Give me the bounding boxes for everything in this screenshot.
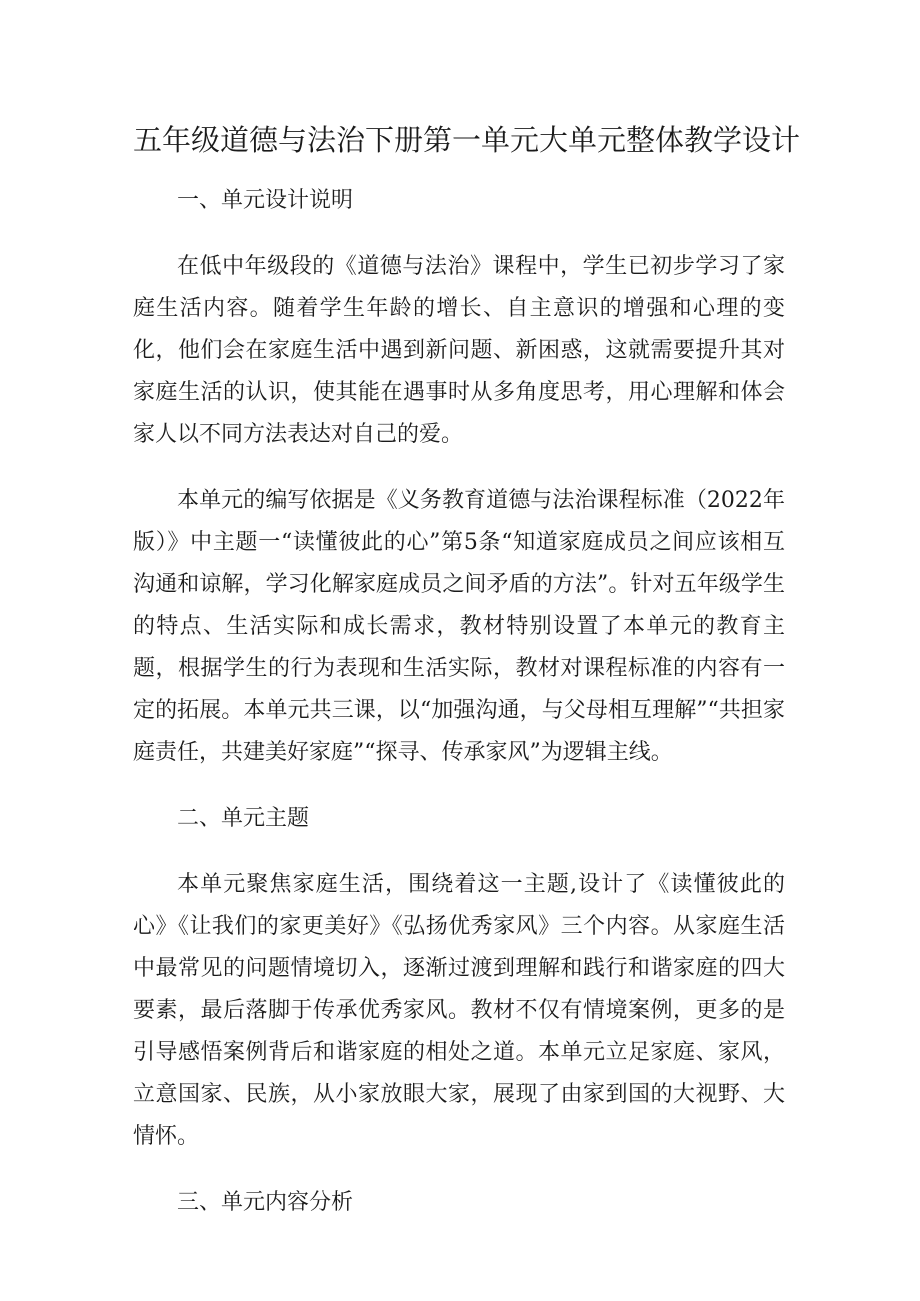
paragraph: 在低中年级段的《道德与法治》课程中，学生已初步学习了家庭生活内容。随着学生年龄的增长、自主意识的增强和心理的变化，他们会在家庭生活中遇到新问题、新困惑，这就需要提升其对家庭生活的认识，使其能在遇事时从多角度思考，用心理解和体会家人以不同方法表达对自己的爱。 <box>133 254 785 447</box>
paragraph: 本单元聚焦家庭生活，围绕着这一主题,设计了《读懂彼此的心》《让我们的家更美好》《弘扬优秀家风》三个内容。从家庭生活中最常见的问题情境切入，逐渐过渡到理解和践行和谐家庭的四大要素，最后落脚于传承优秀家风。教材不仅有情境案例，更多的是引导感悟案例背后和谐家庭的相处之道。本单元立足家庭、家风，立意国家、民族，从小家放眼大家，展现了由家到国的大视野、大情怀。 <box>133 872 785 1149</box>
section-heading-content-analysis: 三、单元内容分析 <box>177 1190 354 1215</box>
paragraph: 本单元的编写依据是《义务教育道德与法治课程标准（2022年版）》中主题一“读懂彼此的心”第5条“知道家庭成员之间应该相互沟通和谅解，学习化解家庭成员之间矛盾的方法”。针对五年级学生的特点、生活实际和成长需求，教材特别设置了本单元的教育主题，根据学生的行为表现和生活实际，教材对课程标准的内容有一定的拓展。本单元共三课，以“加强沟通，与父母相互理解”“共担家庭责任，共建美好家庭”“探寻、传承家风”为逻辑主线。 <box>133 488 785 765</box>
section-heading-design-notes: 一、单元设计说明 <box>177 188 354 213</box>
document-title: 五年级道德与法治下册第一单元大单元整体教学设计 <box>133 123 801 157</box>
document-body <box>133 180 785 1248</box>
section-heading-unit-theme: 二、单元主题 <box>177 806 310 831</box>
